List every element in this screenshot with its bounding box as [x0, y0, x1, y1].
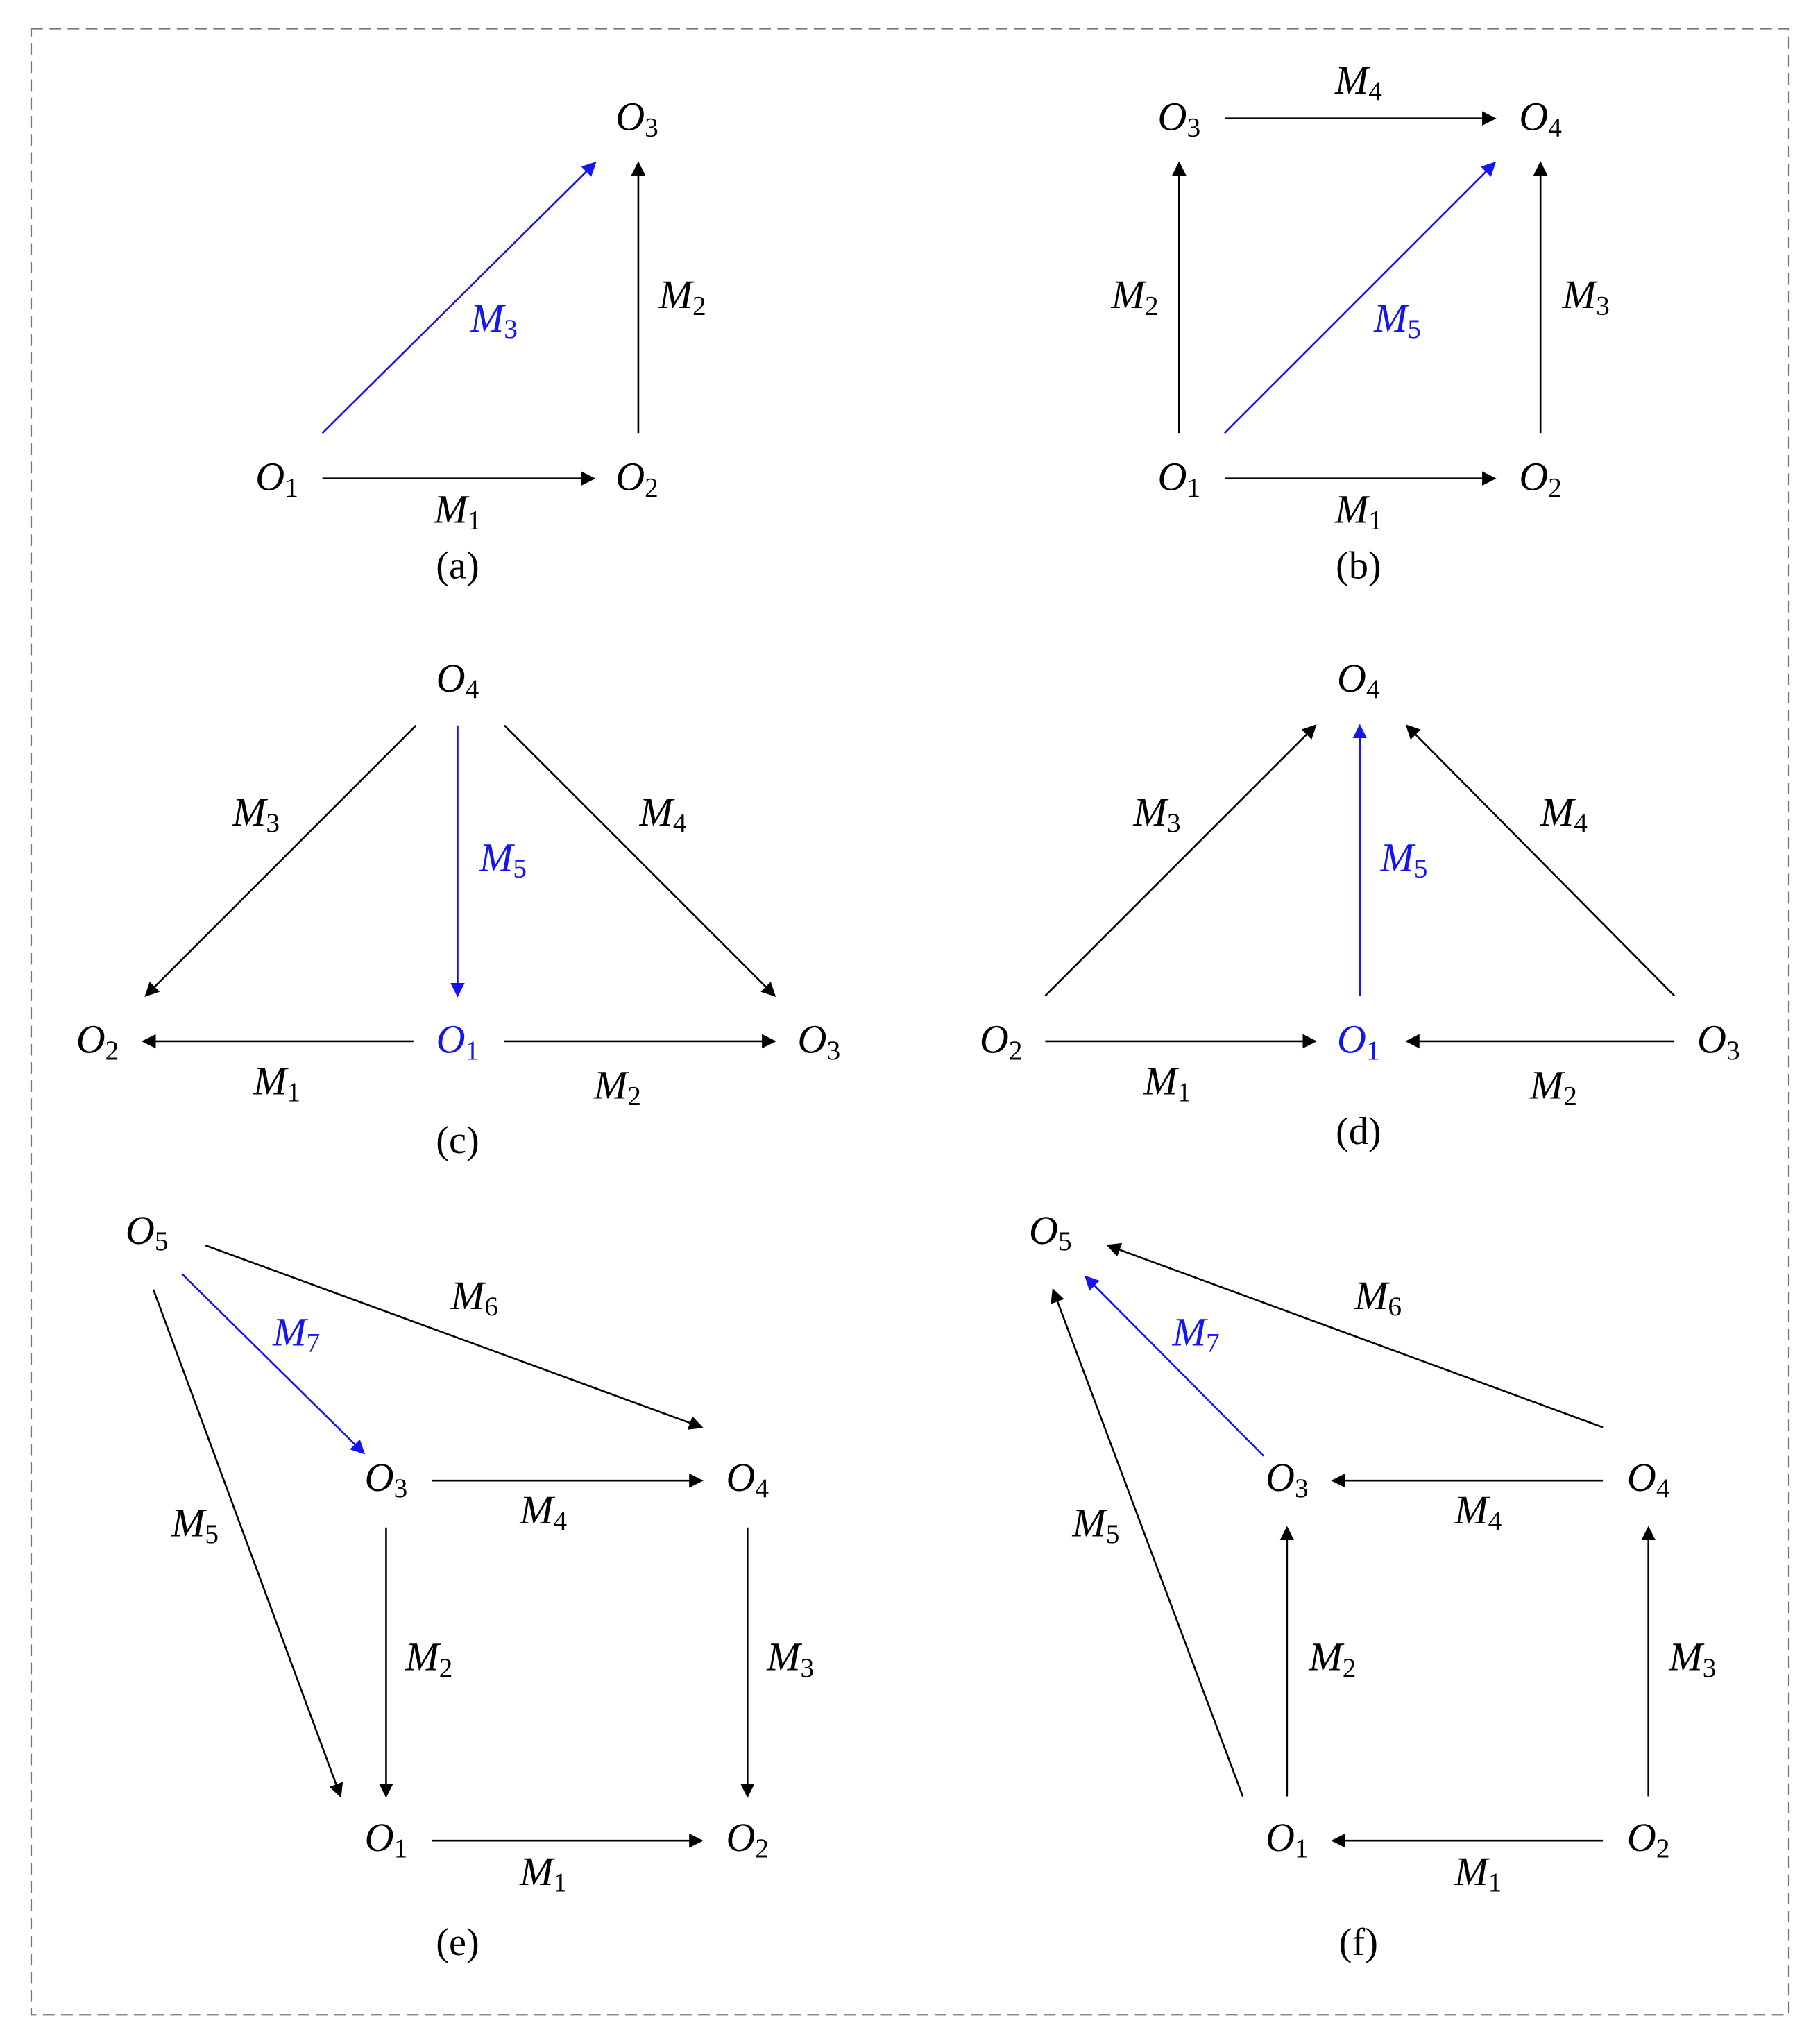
node-O1-letter: O [436, 1017, 466, 1063]
node-O2 [726, 1815, 769, 1863]
edge-label-M1 [1454, 1849, 1502, 1897]
edge-label-M1-letter: M [520, 1849, 554, 1895]
node-O4-subscript: 4 [1548, 112, 1562, 143]
edge-label-M5-subscript: 5 [1413, 853, 1428, 884]
edge-label-M1-letter: M [1334, 486, 1369, 532]
edge-label-M2 [593, 1063, 641, 1111]
node-O2-letter: O [726, 1815, 756, 1861]
panel-caption: (e) [436, 1920, 479, 1964]
edge-label-M2-letter: M [1529, 1062, 1564, 1108]
node-O3 [615, 94, 658, 143]
edge-label-M5-subscript: 5 [1105, 1518, 1120, 1549]
edge-label-M1-letter: M [1454, 1849, 1488, 1895]
node-O1 [1266, 1815, 1309, 1863]
node-O2-subscript: 2 [645, 472, 658, 503]
edge-label-M7-subscript: 7 [306, 1327, 321, 1358]
edge-label-M4-letter: M [1540, 789, 1574, 835]
node-O2-subscript: 2 [755, 1833, 769, 1864]
node-O2-subscript: 2 [105, 1034, 119, 1066]
edge-label-M7-letter: M [273, 1309, 307, 1355]
edge-label-M2-subscript: 2 [1563, 1080, 1577, 1111]
node-O5-subscript: 5 [1057, 1226, 1072, 1257]
edge-label-M7 [1172, 1310, 1220, 1358]
panel-d [980, 656, 1740, 1153]
node-O2 [76, 1017, 119, 1066]
node-O1-subscript: 1 [284, 472, 298, 503]
panel-a [255, 94, 706, 588]
node-O1-letter: O [1157, 454, 1187, 499]
node-O5 [126, 1208, 169, 1256]
node-O4 [1519, 94, 1562, 143]
node-O1-letter: O [1337, 1017, 1367, 1063]
edge-label-M2 [1529, 1063, 1577, 1111]
edge-label-M1-subscript: 1 [287, 1076, 301, 1107]
edge-label-M1-letter: M [1143, 1059, 1177, 1104]
edge-label-M1-subscript: 1 [1488, 1866, 1502, 1897]
edge-label-M4 [1454, 1487, 1502, 1536]
panel-caption: (c) [436, 1118, 479, 1162]
edge-label-M5-letter: M [1374, 296, 1408, 341]
node-O1-letter: O [255, 454, 285, 499]
edge-label-M1-subscript: 1 [1368, 504, 1382, 536]
panel-b [1111, 58, 1610, 587]
node-O2 [980, 1017, 1023, 1066]
node-O1-subscript: 1 [1187, 472, 1201, 503]
node-O1-subscript: 1 [1366, 1034, 1380, 1066]
node-O2 [1627, 1815, 1670, 1863]
edge-label-M3-letter: M [1562, 272, 1597, 318]
edge-label-M1-letter: M [434, 486, 468, 532]
node-O1 [365, 1815, 408, 1863]
edge-label-M2-subscript: 2 [1342, 1652, 1357, 1683]
node-O1-letter: O [364, 1815, 394, 1861]
edge-label-M5-subscript: 5 [513, 853, 527, 884]
edge-label-M4-subscript: 4 [1488, 1505, 1502, 1537]
edge-label-M2-subscript: 2 [439, 1652, 453, 1683]
edge-arrow-M7 [182, 1274, 364, 1453]
edge-label-M4-letter: M [1334, 58, 1369, 103]
node-O1-subscript: 1 [465, 1034, 479, 1066]
edge-label-M3-subscript: 3 [1702, 1652, 1717, 1683]
node-O4-letter: O [436, 656, 466, 701]
edge-label-M2 [1308, 1634, 1356, 1683]
edge-label-M5 [1379, 835, 1427, 884]
edge-label-M4-subscript: 4 [1368, 76, 1382, 107]
panel-caption: (f) [1338, 1920, 1378, 1964]
edge-label-M6-letter: M [1354, 1273, 1388, 1319]
edge-label-M7 [272, 1310, 320, 1358]
edge-arrow-M7 [1085, 1276, 1264, 1456]
edge-label-M6 [450, 1273, 498, 1322]
node-O1-letter: O [1266, 1815, 1295, 1861]
edge-label-M3-letter: M [767, 1634, 801, 1680]
node-O3-letter: O [364, 1455, 394, 1501]
node-O3-subscript: 3 [826, 1034, 841, 1066]
edge-label-M2-letter: M [405, 1634, 439, 1680]
node-O2-subscript: 2 [1656, 1833, 1670, 1864]
edge-label-M1-letter: M [253, 1059, 287, 1104]
edge-label-M2-subscript: 2 [692, 290, 706, 321]
edge-label-M3 [766, 1634, 814, 1683]
edge-label-M1 [433, 487, 481, 536]
edge-label-M4-letter: M [1454, 1487, 1488, 1533]
edge-label-M5-letter: M [1380, 835, 1414, 880]
edge-label-M1-subscript: 1 [467, 504, 482, 536]
edge-label-M1-subscript: 1 [553, 1866, 568, 1897]
node-O3-subscript: 3 [1726, 1034, 1740, 1066]
edge-label-M3 [1562, 272, 1610, 321]
edge-arrow-M3 [1045, 726, 1316, 996]
node-O2-letter: O [1519, 454, 1549, 499]
edge-label-M5-subscript: 5 [1407, 314, 1422, 345]
node-O3 [798, 1017, 841, 1066]
node-O4 [436, 656, 479, 704]
node-O3-letter: O [615, 94, 645, 139]
node-O3-letter: O [1697, 1017, 1727, 1063]
edge-arrow-M3 [323, 162, 595, 433]
edge-label-M3-letter: M [470, 296, 504, 341]
edge-label-M1 [1143, 1059, 1191, 1107]
edge-label-M3-letter: M [1669, 1634, 1703, 1680]
node-O3-subscript: 3 [1187, 112, 1201, 143]
edge-label-M4-subscript: 4 [672, 807, 687, 838]
edge-label-M4 [1334, 58, 1382, 106]
edge-label-M6-letter: M [450, 1273, 485, 1319]
edge-label-M4 [1540, 789, 1588, 838]
edge-label-M2 [1111, 272, 1159, 321]
node-O4 [1627, 1455, 1670, 1503]
edge-label-M5 [171, 1501, 219, 1549]
edge-label-M3-letter: M [1133, 789, 1167, 835]
node-O1 [255, 454, 298, 503]
edge-arrow-M4 [1406, 726, 1674, 996]
edge-label-M4 [638, 789, 686, 838]
node-O4-letter: O [1519, 94, 1549, 139]
edge-label-M4-letter: M [520, 1487, 554, 1533]
panel-c [76, 656, 840, 1162]
node-O2-letter: O [1626, 1815, 1656, 1861]
node-O3-subscript: 3 [393, 1473, 408, 1504]
edge-label-M6-subscript: 6 [484, 1290, 498, 1322]
node-O3 [365, 1455, 408, 1503]
edge-label-M3 [470, 296, 518, 344]
node-O4-subscript: 4 [1656, 1473, 1670, 1504]
node-O1 [1337, 1017, 1380, 1066]
edge-label-M4-subscript: 4 [553, 1505, 568, 1537]
node-O3 [1697, 1017, 1740, 1066]
edge-label-M3-subscript: 3 [266, 807, 280, 838]
edge-label-M5-letter: M [1072, 1501, 1106, 1546]
edge-label-M2-letter: M [658, 272, 692, 318]
edge-label-M3 [1132, 789, 1180, 838]
edge-label-M4-subscript: 4 [1574, 807, 1588, 838]
node-O2 [615, 454, 658, 503]
edge-label-M2-letter: M [593, 1062, 628, 1108]
node-O2 [1519, 454, 1562, 503]
edge-label-M2 [405, 1634, 452, 1683]
edge-label-M3-subscript: 3 [1166, 807, 1181, 838]
edge-label-M5 [1071, 1501, 1119, 1549]
node-O2-letter: O [979, 1017, 1009, 1063]
edge-label-M2-letter: M [1309, 1634, 1343, 1680]
node-O2-letter: O [76, 1017, 105, 1063]
node-O3-letter: O [1266, 1455, 1295, 1501]
edge-label-M3-letter: M [232, 789, 266, 835]
figure-border [31, 28, 1789, 2015]
node-O2-subscript: 2 [1548, 472, 1562, 503]
node-O4-letter: O [726, 1455, 756, 1501]
edge-label-M1 [253, 1059, 300, 1107]
node-O5-letter: O [125, 1208, 155, 1254]
edge-label-M3-subscript: 3 [800, 1652, 815, 1683]
node-O4-subscript: 4 [465, 674, 479, 705]
panel-caption: (d) [1336, 1109, 1381, 1153]
node-O3 [1266, 1455, 1309, 1503]
edge-label-M2-letter: M [1111, 272, 1145, 318]
edge-label-M2-subscript: 2 [1144, 290, 1159, 321]
edge-label-M5-letter: M [479, 835, 513, 880]
node-O3-subscript: 3 [1294, 1473, 1309, 1504]
node-O1 [436, 1017, 479, 1066]
panel-caption: (b) [1336, 544, 1381, 588]
panel-e [126, 1208, 814, 1963]
edge-label-M7-letter: M [1172, 1309, 1207, 1355]
node-O4-letter: O [1337, 656, 1367, 701]
edge-label-M6 [1354, 1273, 1402, 1322]
edge-arrow-M3 [146, 726, 416, 996]
edge-arrow-M5 [1225, 162, 1495, 433]
node-O5-letter: O [1029, 1208, 1058, 1254]
node-O4-subscript: 4 [755, 1473, 769, 1504]
edge-label-M5 [1373, 296, 1421, 344]
edge-label-M7-subscript: 7 [1206, 1327, 1220, 1358]
node-O1-subscript: 1 [393, 1833, 408, 1864]
node-O4 [1337, 656, 1380, 704]
node-O1 [1158, 454, 1201, 503]
node-O4 [726, 1455, 769, 1503]
node-O3-letter: O [1157, 94, 1187, 139]
edge-label-M6-subscript: 6 [1388, 1290, 1402, 1322]
node-O3-letter: O [797, 1017, 827, 1063]
edge-label-M1 [1334, 487, 1382, 536]
node-O2-letter: O [615, 454, 645, 499]
node-O5 [1029, 1208, 1072, 1256]
node-O4-letter: O [1626, 1455, 1656, 1501]
edge-label-M5-letter: M [171, 1501, 205, 1546]
edge-label-M4 [519, 1487, 567, 1536]
node-O1-subscript: 1 [1294, 1833, 1309, 1864]
edge-label-M1 [519, 1849, 567, 1897]
edge-label-M4-letter: M [639, 789, 673, 835]
node-O3-subscript: 3 [645, 112, 658, 143]
edge-label-M3-subscript: 3 [504, 314, 518, 345]
edge-label-M3-subscript: 3 [1596, 290, 1610, 321]
edge-arrow-M4 [504, 726, 775, 996]
edge-label-M1-subscript: 1 [1177, 1076, 1191, 1107]
edge-label-M3 [1668, 1634, 1716, 1683]
node-O5-subscript: 5 [154, 1226, 169, 1257]
panel-caption: (a) [436, 544, 479, 588]
edge-label-M3 [232, 789, 280, 838]
node-O3 [1158, 94, 1201, 143]
panel-f [1029, 1208, 1716, 1963]
edge-label-M2 [658, 272, 706, 321]
edge-label-M5 [479, 835, 527, 884]
edge-label-M2-subscript: 2 [627, 1080, 641, 1111]
node-O2-subscript: 2 [1008, 1034, 1023, 1066]
node-O4-subscript: 4 [1366, 674, 1380, 705]
edge-label-M5-subscript: 5 [205, 1518, 219, 1549]
